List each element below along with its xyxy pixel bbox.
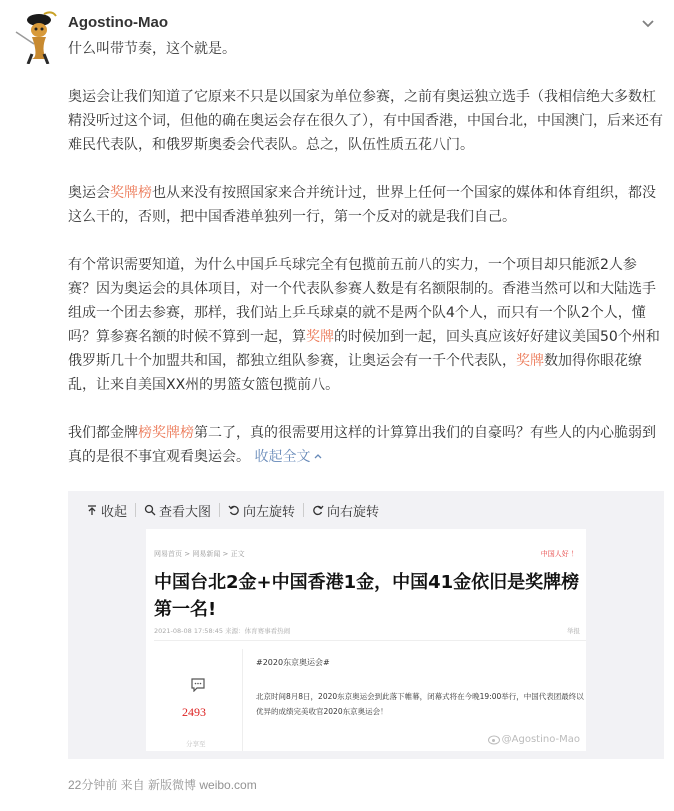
chevron-down-icon[interactable] bbox=[638, 14, 658, 34]
article-meta: 2021-08-08 17:58:45 来源：体育赛事看热闹 bbox=[154, 627, 291, 635]
rotate-left-button[interactable] bbox=[228, 503, 304, 520]
site-slogan: 中国人好 ！ bbox=[540, 550, 578, 558]
image-toolbar bbox=[68, 491, 664, 529]
zoom-icon bbox=[144, 504, 156, 516]
breadcrumb: 网易首页 > 网易新闻 > 正文 bbox=[154, 550, 245, 558]
text-span: 也从来没有按照国家来合并统计过，世界上任何一个国家的媒体和体育组织，都没这么干的，否则，把中国香港单独列一行，第一个反对的就是我们自己。 bbox=[68, 185, 656, 225]
comment-icon bbox=[190, 677, 206, 691]
rotate-right-label: 向右旋转 bbox=[327, 504, 380, 520]
divider bbox=[242, 649, 243, 751]
text-span: 有个常识需要知道，为什么中国乒乓球完全有包揽前五前八的实力，一个项目却只能派2人参赛？因为奥运会的具体项目，对一个代表队参赛人数是有名额限制的。香港当然可以和大陆选手组成一个团去参赛，那样，我们站上乒乓球桌的就不是两个队4个人，而只有一个队2个人，懂吗？算参赛名额的时候不算到一起，算 bbox=[68, 257, 656, 345]
weibo-icon bbox=[488, 733, 502, 745]
article-headline: 中国台北2金+中国香港1金，中国41金依旧是奖牌榜第一名! bbox=[154, 572, 580, 620]
topic-link[interactable]: 奖牌 bbox=[516, 353, 544, 369]
post-footer: 22分钟前 来自 新版微博 weibo.com bbox=[68, 778, 257, 792]
rotate-left-label: 向左旋转 bbox=[243, 504, 296, 520]
rotate-right-icon bbox=[312, 504, 324, 516]
topic-link[interactable]: 榜 bbox=[138, 425, 152, 441]
post-paragraph: 奥运会让我们知道了它原来不只是以国家为单位参赛，之前有奥运独立选手（我相信绝大多数杠精没听过这个词，但他的确在奥运会存在很久了），有中国香港，中国台北，中国澳门，后来还有难民代表队，和俄罗斯奥委会代表队。总之，队伍性质五花八门。 bbox=[68, 89, 663, 153]
collapse-label: 收起 bbox=[101, 504, 128, 520]
article-body: 北京时间8月8日，2020东京奥运会到此落下帷幕，闭幕式将在今晚19:00举行，中国代表团最终以优异的成绩完美收官2020东京奥运会！ bbox=[256, 692, 584, 716]
view-large-button[interactable] bbox=[144, 503, 220, 520]
chevron-up-icon bbox=[313, 451, 323, 461]
text-span: 我们都金牌 bbox=[68, 425, 138, 441]
avatar[interactable] bbox=[14, 10, 60, 64]
watermark-text: @Agostino-Mao bbox=[501, 733, 580, 745]
collapse-label: 收起全文 bbox=[254, 449, 311, 465]
arrow-up-icon bbox=[86, 504, 98, 516]
report-label: 举报 bbox=[567, 627, 580, 635]
view-large-label: 查看大图 bbox=[159, 504, 212, 520]
post-paragraph bbox=[68, 253, 664, 397]
article-screenshot[interactable] bbox=[146, 529, 586, 751]
topic-link[interactable]: 奖牌榜 bbox=[152, 425, 194, 441]
media-viewer bbox=[68, 491, 664, 759]
post-paragraph: 什么叫带节奏，这个就是。 bbox=[68, 41, 236, 57]
post-text bbox=[68, 37, 664, 493]
rotate-left-icon bbox=[228, 504, 240, 516]
post-paragraph bbox=[68, 181, 664, 229]
collapse-text-link[interactable] bbox=[254, 449, 323, 465]
text-span: 数加得你眼花缭乱，让来自美国XX州的男篮女篮包揽前八。 bbox=[68, 353, 642, 393]
text-span: 奥运会 bbox=[68, 185, 110, 201]
rotate-right-button[interactable] bbox=[312, 503, 387, 520]
topic-link[interactable]: 奖牌 bbox=[306, 329, 334, 345]
username[interactable]: Agostino-Mao bbox=[68, 14, 168, 31]
share-label: 分享至 bbox=[186, 740, 206, 748]
post-paragraph bbox=[68, 421, 664, 469]
text-span: 第二了，真的很需要用这样的计算算出我们的自豪吗？有些人的内心脆弱到真的是很不事宜观看奥运会。 bbox=[68, 425, 656, 465]
collapse-image-button[interactable] bbox=[86, 503, 136, 520]
comment-count: 2493 bbox=[182, 705, 206, 719]
watermark bbox=[488, 733, 580, 745]
hashtag: #2020东京奥运会# bbox=[256, 658, 330, 667]
text-span: 的时候加到一起，回头真应该好好建议美国50个州和俄罗斯几十个加盟共和国，都独立组队参赛，让奥运会有一千个代表队， bbox=[68, 329, 660, 369]
topic-link[interactable]: 奖牌榜 bbox=[110, 185, 152, 201]
divider bbox=[154, 640, 586, 641]
